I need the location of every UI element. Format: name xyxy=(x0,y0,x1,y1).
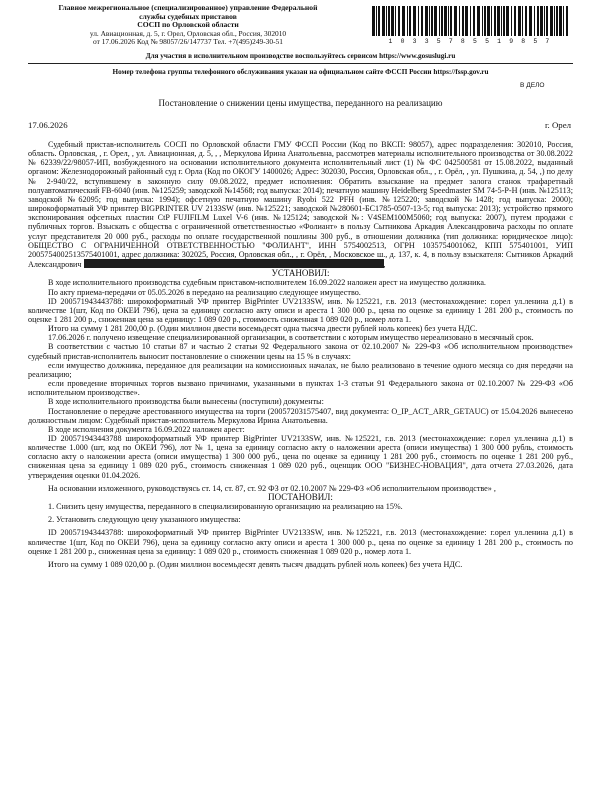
ustanovil-p10: Постановление о передаче арестованного имущества на торги (200572031575407, вид документа: O_IP_ACT_ARR_GETAUC) от 15.04.2026 вынесено должностным лицом: Судебный пристав-исполнитель Меркулова Ирина Анатольевна. xyxy=(28,406,573,425)
issuer-date-code: от 17.06.2026 Код № 98057/26/147737 Тел. +7(495)249-30-51 xyxy=(93,37,283,47)
barcode-bar xyxy=(473,6,475,36)
gosuslugi-notice: Для участия в исполнительном производстве воспользуйтесь сервисом https://www.gosuslugi.ru xyxy=(145,52,456,60)
barcode-bar xyxy=(402,6,405,36)
ustanovil-p9: В ходе исполнительного производства были вынесены (поступили) документы: xyxy=(48,397,324,407)
v-delo-stamp: В ДЕЛО xyxy=(520,82,545,89)
barcode-bar xyxy=(497,6,500,36)
barcode-bar xyxy=(459,6,460,36)
barcode-bar xyxy=(534,6,535,36)
barcode-bar xyxy=(554,6,555,36)
issuer-header xyxy=(28,4,348,47)
barcode-bar xyxy=(501,6,502,36)
ustanovil-heading: УСТАНОВИЛ: xyxy=(271,268,330,279)
barcode-bar xyxy=(450,6,452,36)
barcode-bar xyxy=(522,6,523,36)
barcode-bar xyxy=(506,6,509,36)
barcode-bar xyxy=(546,6,548,36)
barcode-bar xyxy=(386,6,387,36)
barcode-bar xyxy=(477,6,480,36)
barcode-bar xyxy=(376,6,377,36)
barcode-bar xyxy=(395,6,396,36)
barcode-bar xyxy=(391,6,394,36)
ustanovil-p3: ID 200571943443788: широкоформатный УФ принтер BigPrinter UV2133SW, инв. №125221, г.в. 2013 (местонахождение: г.орел ул.ленина д.1) в количестве 1(шт, Код по ОКЕИ 796), цена за единицу согласно акту описи и ареста 1 300 000 р., цена по оценке за единицу 1 281 200 р., стоимость по оценке 1 281 200 р., сниженная цена за единицу: 1 089 020 р., стоимость сниженная 1 089 020 р., номер лота 1. xyxy=(28,296,573,324)
barcode-bar xyxy=(431,6,433,36)
barcode-bar xyxy=(470,6,471,36)
ustanovil-p6: В соответствии с частью 10 статьи 87 и частью 2 статьи 92 Федерального закона от 02.10.2007 № 229-ФЗ «Об исполнительном производстве» судебный пристав-исполнитель выносит постановление о снижении цены на 15 % в случаях: xyxy=(28,342,573,361)
barcode-image xyxy=(370,6,570,36)
barcode-bar xyxy=(544,6,545,36)
ustanovil-p12: ID 200571943443788 широкоформатный УФ принтер BigPrinter UV2133SW, инв. №125221, г.в. 2013 (местонахождение: г.орел ул.ленина д.1) в количестве 1.000 (шт, код по ОКЕИ 796), лот № 1, цена за единицу согласно акту о наложении ареста (описи имущества) 1 300 000 рубль, стоимость согласно акту о наложении ареста (описи имущества) 1 300 000 руб., цена по оценке за единицу 1 281 200 руб., стоимость по оценке 1 281 200 руб., сниженная цена за единицу 1 089 020 руб., стоимость сниженная 1 089 020 руб., оценщик ООО "БИЗНЕС-НОВАЦИЯ", дата отчета 27.03.2026, дата утверждения оценки 01.04.2026. xyxy=(28,434,573,480)
barcode-bar xyxy=(434,6,437,36)
barcode-bar xyxy=(563,6,564,36)
barcode-bar xyxy=(425,6,428,36)
barcode-bar xyxy=(407,6,408,36)
barcode-bar xyxy=(556,6,558,36)
barcode-bar xyxy=(566,6,568,36)
barcode-bar xyxy=(503,6,505,36)
barcode-bar xyxy=(439,6,440,36)
postanovil-heading: ПОСТАНОВИЛ: xyxy=(268,491,333,502)
issuer-address: ул. Авиационная, д. 5, г. Орел, Орловская обл., Россия, 302010 xyxy=(89,28,287,38)
barcode-bar xyxy=(454,6,457,36)
ustanovil-p5: 17.06.2026 г. получено извещение специализированной организации, в соответствии с которым имущество нереализовано в месячный срок. xyxy=(48,333,534,343)
postanovil-p3: ID 200571943443788: широкоформатный УФ принтер BigPrinter UV2133SW, инв. №125221, г.в. 2013 (местонахождение: г.орел ул.ленина д.1) в количестве 1(шт, Код по ОКЕИ 796), цена за единицу согласно акту описи и ареста 1 300 000 р., цена по оценке за единицу 1 281 200 р., стоимость по оценке 1 281 200 р., сниженная цена за единицу: 1 089 020 р., стоимость сниженная 1 089 020 р., номер лота 1. xyxy=(28,528,573,556)
barcode-bar xyxy=(421,6,423,36)
barcode-bar xyxy=(482,6,483,36)
redaction-block xyxy=(84,259,384,268)
ustanovil-p13: На основании изложенного, руководствуясь ст. 14, ст. 87, ст. 92 ФЗ от 02.10.2007 № 229-ФЗ «Об исполнительном производстве» , xyxy=(48,483,496,493)
ustanovil-p2: По акту приема-передачи от 05.05.2026 в передано на реализацию следующее имущество. xyxy=(48,287,361,297)
barcode-bar xyxy=(398,6,400,36)
barcode-bar xyxy=(413,6,416,36)
ustanovil-p11: В ходе исполнения документа 16.09.2022 наложен арест: xyxy=(48,424,245,434)
document-city: г. Орел xyxy=(544,120,571,130)
barcode-bar xyxy=(388,6,390,36)
barcode-bar xyxy=(518,6,521,36)
document-body xyxy=(28,140,573,569)
barcode-bar xyxy=(540,6,543,36)
barcode-bar xyxy=(382,6,385,36)
barcode-bar xyxy=(487,6,490,36)
barcode-bar xyxy=(378,6,380,36)
barcode-bar xyxy=(465,6,468,36)
ustanovil-p4: Итого на сумму 1 281 200,00 р. (Один миллион двести восемьдесят одна тысяча двести рублей ноль копеек) без учета НДС. xyxy=(48,324,478,334)
postanovil-p1: 1. Снизить цену имущества, переданного в специализированную организацию на реализацию на 15%. xyxy=(48,502,403,512)
barcode-bar xyxy=(537,6,539,36)
barcode-bar xyxy=(484,6,486,36)
barcode-bar xyxy=(448,6,449,36)
barcode-bar xyxy=(441,6,443,36)
intro-paragraph xyxy=(28,140,573,269)
barcode-bar xyxy=(494,6,496,36)
barcode-bar xyxy=(529,6,532,36)
barcode-bar xyxy=(444,6,447,36)
barcode-bar xyxy=(559,6,562,36)
barcode-bar xyxy=(525,6,527,36)
issuer-line-1: Главное межрегиональное (специализированное) управление Федеральной xyxy=(58,3,318,12)
barcode-bar xyxy=(409,6,411,36)
ustanovil-p8: если проведение вторичных торгов вызвано причинами, указанными в пунктах 1-3 статьи 91 Федерального закона от 02.10.2007 № 229-ФЗ «Об исполнительном производстве». xyxy=(28,379,573,398)
barcode-bar xyxy=(491,6,492,36)
postanovil-p2: 2. Установить следующую цену указанного имущества: xyxy=(48,515,241,525)
barcode-bar xyxy=(511,6,512,36)
barcode-bar xyxy=(372,6,375,36)
document-date: 17.06.2026 xyxy=(28,120,68,130)
header-divider xyxy=(28,63,573,64)
document-title: Постановление о снижении цены имущества, переданного на реализацию xyxy=(158,98,443,108)
intro-text: Судебный пристав-исполнитель СОСП по Орловской области ГМУ ФССП России (Код по ВКСП: 98057), адрес подразделения: 302010, Россия, область. Орловская, , г. Орел, , ул. Авиационная, д. 5, , , Меркулова Ирина Анатольевна, рассмотрев материалы исполнительного производства от 30.08.2022 № 62339/22/98057-ИП, возбужденного на основании исполнительного документа исполнительный лист (1) № ФС 042500581 от 15.08.2022, выданный органом: Железнодорожный районный суд г. Орла (Код по ОКОГУ 1400026; Адрес: 302030, Россия, Орловская обл., , г. Орёл, , ул. Пушкина, д. 54, ,) по делу № 2-940/22, вступившему в законную силу 09.08.2022, предмет исполнения: Обратить взыскание на предмет залога станок трафаретный полуавтоматический FB-6040 (инв. №125259; заводской №14568; год выпуска: 2014); печатную машину Heidelberg Speedmaster SM 74-5-P-H (инв. №125113; заводской №62095; год выпуска: 1994); офсетную печатную машину Ryobi 522 PFH (инв. №125220; заводской №1428; год выпуска: 2000); широкоформатный УФ принтер BIGPRINTER UV 2133SW (инв. №125221; заводской №280601-БС1785-0507-13-5; год выпуска: 2013); устройство прямого экспонирования офсетных пластин CtP FUJIFILM Luxel V-6 (инв. №125124; заводской №: V4SEM100M5060; год выпуска: 2007), путем продажи с публичных торгов. Взыскать с общества с ограниченной ответственностью «Фолиант» в пользу Сытникова Аркадия Александровича расходы по оплате услуг представителя 20 000 руб., расходы по оплате государственной пошлины 300 руб., в отношении должника (тип должника: юридическое лицо): ОБЩЕСТВО С ОГРАНИЧЕННОЙ ОТВЕТСТВЕННОСТЬЮ "ФОЛИАНТ", ИНН 5754002513, ОГРН 1035754001062, КПП 575401001, УИП 2005754002513575401001, адрес должника: 302025, Россия, Орловская обл., , г. Орёл, , Московское ш., д. 137, к. 4, в пользу взыскателя: Сытников Аркадий Александрович xyxy=(28,140,573,270)
intro-tail: , xyxy=(383,260,386,270)
issuer-line-3: СОСП по Орловской области xyxy=(137,20,239,30)
ustanovil-p1: В ходе исполнительного производства судебным приставом-исполнителем 16.09.2022 наложен арест на имущество должника. xyxy=(48,278,486,288)
ustanovil-p7: если имущество должника, переданное для реализации на комиссионных началах, не было реализовано в течение одного месяца со дня передачи на реализацию; xyxy=(28,360,573,379)
phone-notice: Номер телефона группы телефонного обслуживания указан на официальном сайте ФССП России https://fssp.gov.ru xyxy=(112,68,489,76)
barcode-number: 1 0 3 3 5 7 8 5 5 1 9 8 5 7 xyxy=(388,38,552,45)
postanovil-p4: Итого на сумму 1 089 020,00 р. (Один миллион восемьдесят девять тысяч двадцать рублей ноль копеек) без учета НДС. xyxy=(48,559,463,569)
barcode-bar xyxy=(514,6,516,36)
barcode-bar xyxy=(462,6,464,36)
barcode-bar xyxy=(429,6,430,36)
issuer-line-2: службы судебных приставов xyxy=(139,11,237,21)
barcode-bar xyxy=(418,6,419,36)
barcode-bar xyxy=(550,6,553,36)
